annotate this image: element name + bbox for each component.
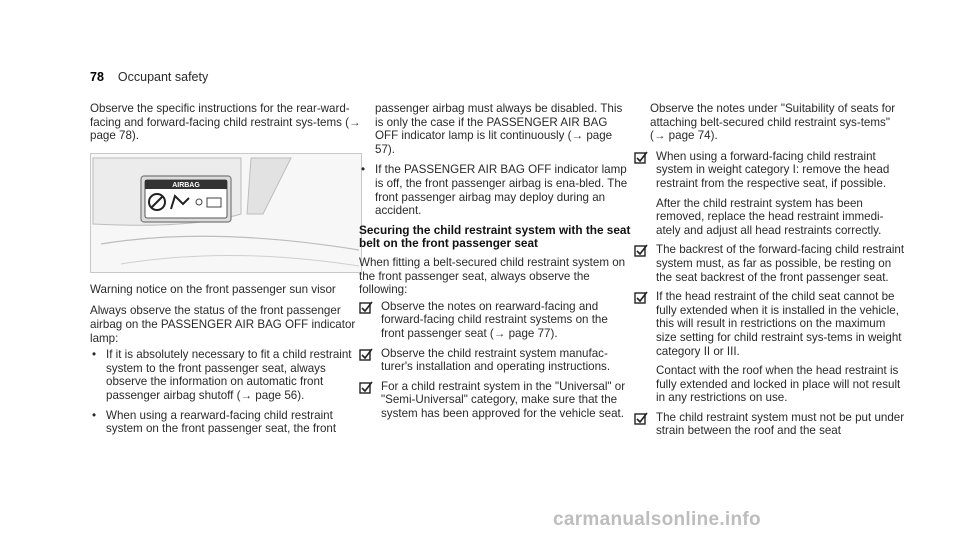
checkbox-icon <box>634 290 656 405</box>
checkbox-icon <box>634 243 656 284</box>
col1-para2: Always observe the status of the front passenger airbag on the PASSENGER AIR BAG OFF indicator lamp: <box>90 304 356 345</box>
watermark: carmanualsonline.info <box>553 509 761 530</box>
bullet-text: If the PASSENGER AIR BAG OFF indicator lamp is off, the front passenger airbag is ena-bled. The front passenger airbag may deploy during an accident. <box>375 163 628 218</box>
column-1 <box>90 102 362 442</box>
sun-visor-figure <box>90 153 362 273</box>
col2-para: When fitting a belt-secured child restraint system on the front passenger seat, always observe the following: <box>359 255 626 297</box>
checklist-text: Observe the notes on rearward-facing and forward-facing child restraint systems on the front passenger seat (→ page 77). <box>381 299 608 340</box>
bullet-text: If it is absolutely necessary to fit a child restraint system to the front passenger seat, always observe the information on automatic front passenger airbag shutoff (→ page 56). <box>106 348 352 402</box>
column-3 <box>634 102 906 444</box>
list-item <box>90 348 362 402</box>
checklist-item <box>634 411 906 438</box>
bullet-icon: • <box>92 408 97 422</box>
checkbox-icon <box>634 150 656 238</box>
col3-intro: Observe the notes under "Suitability of seats for attaching belt-secured child restraint sys-tems" (→ page 74). <box>650 102 896 143</box>
checklist-text: The child restraint system must not be put under strain between the roof and the seat <box>656 410 905 438</box>
page-header <box>90 70 208 84</box>
list-item <box>90 409 362 436</box>
section-heading: Securing the child restraint system with the seat belt on the front passenger seat <box>359 222 631 251</box>
sun-visor-illustration <box>91 154 361 272</box>
checklist-text: When using a forward-facing child restraint system in weight category I: remove the head restraint from the respective seat, if possible. <box>656 149 890 190</box>
column-2 <box>359 102 631 426</box>
checklist-item <box>359 300 631 341</box>
list-item <box>359 163 631 217</box>
checklist-subtext: Contact with the roof when the head restraint is fully extended and locked in place will not result in any restrictions on use. <box>656 364 901 405</box>
checklist-item <box>634 290 906 405</box>
checkbox-icon <box>359 347 381 374</box>
figure-caption: Warning notice on the front passenger sun visor <box>90 282 336 296</box>
col1-intro: Observe the specific instructions for the rear-ward-facing and forward-facing child restraint sys-tems (→ page 78). <box>90 102 361 143</box>
checkbox-icon <box>359 300 381 341</box>
checkbox-icon <box>359 380 381 421</box>
bullet-text: When using a rearward-facing child restraint system on the front passenger seat, the front <box>106 408 337 436</box>
bullet-icon: • <box>92 348 97 362</box>
checklist-item <box>359 380 631 421</box>
checklist-text: For a child restraint system in the "Universal" or "Semi-Universal" category, make sure that the system has been approved for the vehicle seat. <box>381 379 626 420</box>
checklist-text: If the head restraint of the child seat cannot be fully extended when it is installed in the vehicle, this will result in restrictions on the maximum size setting for child restraint sys-tems in weight category II or III. <box>656 290 902 358</box>
page-number: 78 <box>90 70 104 84</box>
checklist-text: The backrest of the forward-facing child restraint system must, as far as possible, be resting on the seat backrest of the front passenger seat. <box>656 243 905 284</box>
checklist-text: Observe the child restraint system manufac-turer's installation and operating instructions. <box>381 346 611 374</box>
checklist-item <box>359 347 631 374</box>
checklist-item <box>634 243 906 284</box>
checklist-subtext: After the child restraint system has been removed, replace the head restraint immedi-ately and adjust all head restraints correctly. <box>656 196 884 237</box>
checkbox-icon <box>634 411 656 438</box>
bullet-icon: • <box>361 163 366 177</box>
section-title: Occupant safety <box>117 70 209 84</box>
col2-continuation: passenger airbag must always be disabled. This is only the case if the PASSENGER AIR BAG OFF indicator lamp is lit continuously (→ page 57). <box>375 102 623 156</box>
figure-label: AIRBAG <box>172 181 200 189</box>
checklist-item <box>634 150 906 238</box>
